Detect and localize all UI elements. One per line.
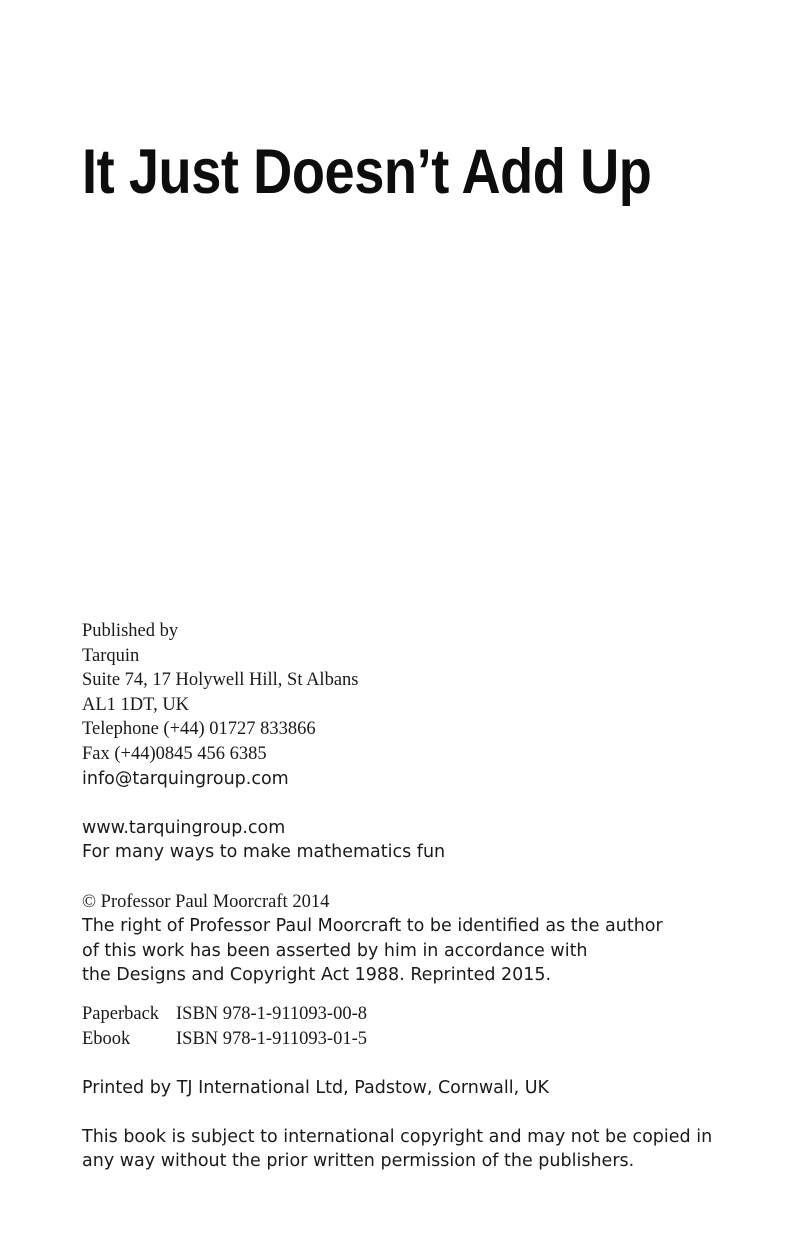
- spacer: [82, 791, 742, 816]
- website-block: [82, 816, 742, 865]
- publisher-address-line: Suite 74, 17 Holywell Hill, St Albans: [82, 670, 359, 691]
- copyright-notice-block: [82, 890, 742, 915]
- printer-block: [82, 1076, 742, 1101]
- spacer: [82, 865, 742, 890]
- copyright-rights-block: [82, 914, 742, 988]
- publisher-email-block: [82, 767, 742, 792]
- spacer: [82, 1051, 742, 1076]
- isbn-block: [82, 1002, 742, 1051]
- isbn-number: ISBN 978-1-911093-01-5: [176, 1028, 367, 1049]
- website-tagline: For many ways to make mathematics fun: [82, 842, 446, 863]
- book-title: It Just Doesn’t Add Up: [82, 137, 652, 207]
- printer-line: Printed by TJ International Ltd, Padstow, Cornwall, UK: [82, 1077, 550, 1098]
- rights-line: the Designs and Copyright Act 1988. Reprinted 2015.: [82, 965, 552, 986]
- website-link[interactable]: www.tarquingroup.com: [82, 817, 286, 838]
- publisher-line: Published by: [82, 621, 179, 641]
- legal-block: [82, 1125, 742, 1174]
- publisher-fax: Fax (+44)0845 456 6385: [82, 743, 267, 764]
- publisher-postcode: AL1 1DT, UK: [82, 694, 190, 715]
- publisher-block: [82, 619, 742, 767]
- isbn-row: [82, 1027, 742, 1052]
- copyright-notice: © Professor Paul Moorcraft 2014: [82, 891, 330, 912]
- isbn-format: Ebook: [82, 1028, 131, 1049]
- spacer: [82, 988, 742, 1002]
- legal-line: any way without the prior written permission of the publishers.: [82, 1151, 635, 1172]
- publisher-email-link[interactable]: info@tarquingroup.com: [82, 768, 289, 789]
- publisher-name: Tarquin: [82, 645, 140, 666]
- imprint-page: [82, 619, 742, 1174]
- rights-line: The right of Professor Paul Moorcraft to be identified as the author: [82, 916, 663, 937]
- isbn-format: Paperback: [82, 1003, 160, 1024]
- rights-line: of this work has been asserted by him in accordance with: [82, 940, 588, 961]
- isbn-row: [82, 1002, 742, 1027]
- legal-line: This book is subject to international copyright and may not be copied in: [82, 1126, 713, 1147]
- publisher-telephone: Telephone (+44) 01727 833866: [82, 719, 316, 740]
- isbn-number: ISBN 978-1-911093-00-8: [176, 1003, 367, 1024]
- spacer: [82, 1100, 742, 1125]
